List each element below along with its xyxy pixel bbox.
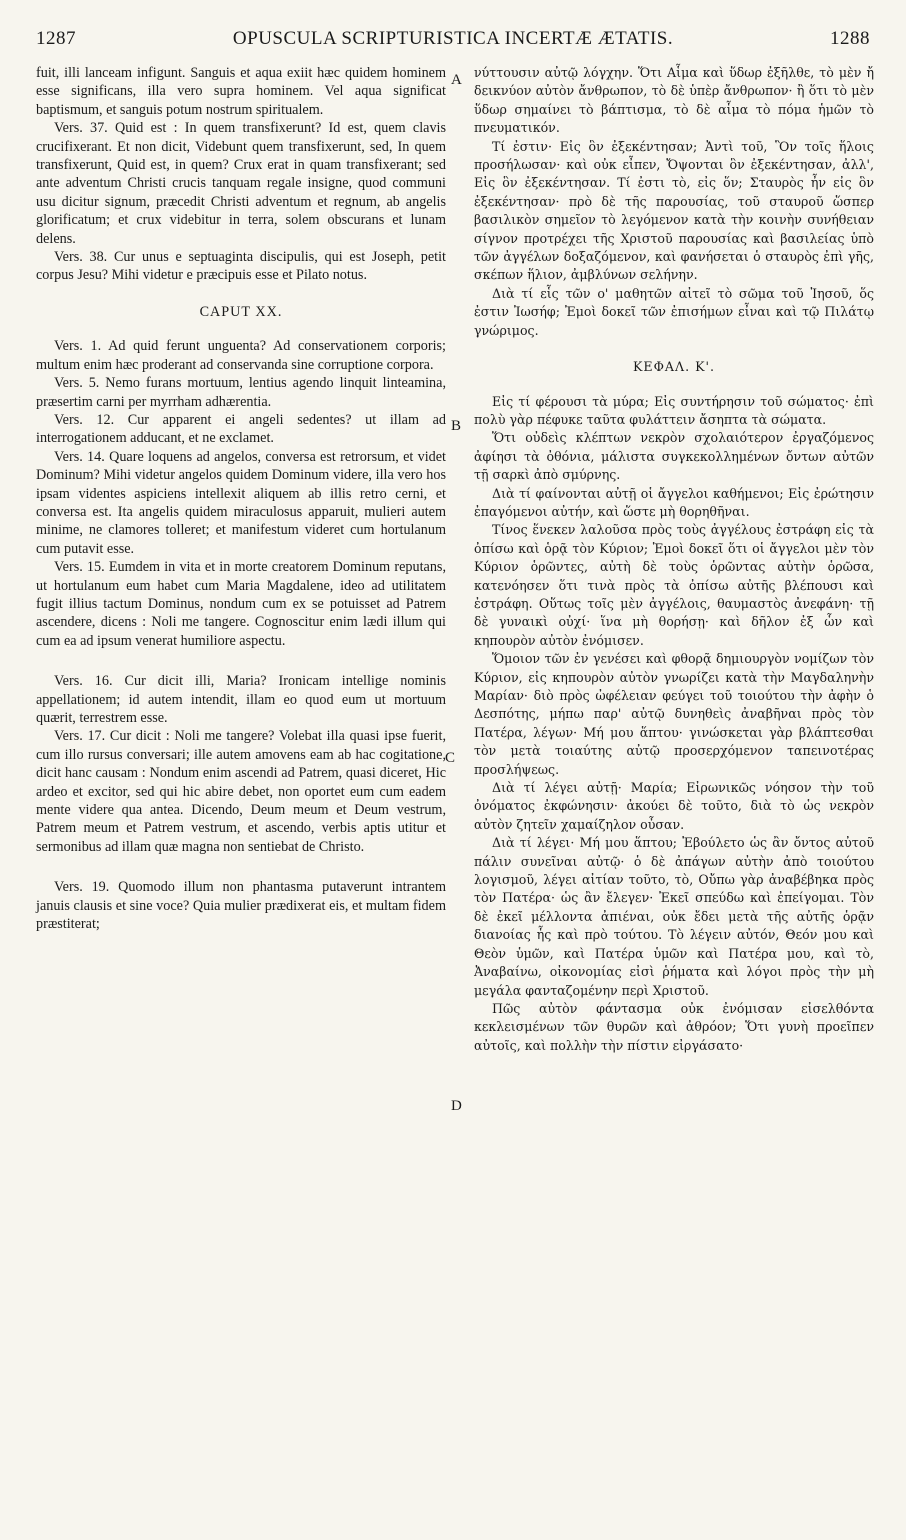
latin-paragraph: Vers. 1. Ad quid ferunt unguenta? Ad conservationem corporis; multum enim hæc proderant ad conservanda sine corruptione corpora.: [36, 338, 446, 373]
right-page-number: 1288: [830, 28, 870, 49]
paragraph-gap: [36, 650, 446, 672]
greek-paragraph: νύττουσιν αὐτῷ λόγχην. Ὅτι Αἷμα καὶ ὕδωρ ἐξῆλθε, τὸ μὲν ἤ δεικνύον αὐτὸν ἄνθρωπον, τὸ δὲ ὑπὲρ ἄνθρωπον· ἢ ὅτι τὸ μὲν ὕδωρ σημαίνει τὸ βάπτισμα, τὸ δὲ αἷμα τὸ πόμα ἡμῶν τὸ πνευματικόν.: [474, 65, 874, 136]
latin-paragraph: Vers. 38. Cur unus e septuaginta discipulis, qui est Joseph, petit corpus Jesu? Mihi videtur e præcipuis esse et Pilato notus.: [36, 249, 446, 284]
greek-paragraph: Διὰ τί φαίνονται αὐτῇ οἱ ἄγγελοι καθήμενοι; Εἰς ἐρώτησιν ἐπαγόμενοι αὐτήν, καὶ ὥστε μὴ θορηθῆναι.: [474, 485, 874, 519]
latin-paragraph: Vers. 16. Cur dicit illi, Maria? Ironicam intellige nominis appellationem; id autem intendit, illam eo quod eum ut mortuum quærit, terrestrem esse.: [36, 673, 446, 726]
greek-paragraph: Εἰς τί φέρουσι τὰ μύρα; Εἰς συντήρησιν τοῦ σώματος· ἐπὶ πολὺ γὰρ πέφυκε ταῦτα φυλάττειν ἄσηπτα τὰ σώματα.: [474, 393, 874, 427]
latin-paragraph: Vers. 37. Quid est : In quem transfixerunt? Id est, quem clavis crucifixerant. Et non dicit, Videbunt quem transfixerunt, sed, In quem transfixerunt, Quid est, in quem? Crux erat in quam transfixerant; sed ante adventum Christi crucis tanquam regale insigne, quod communi usu dicitur signum, præcedit Christi adventum et regnum, ab angelis glorificatum; et crux videbitur in terra, solem obscurans et lunam delens.: [36, 120, 446, 247]
greek-paragraph: Τίνος ἕνεκεν λαλοῦσα πρὸς τοὺς ἀγγέλους ἐστράφη εἰς τὰ ὀπίσω καὶ ὁρᾷ τὸν Κύριον; Ἐμοὶ δοκεῖ ὅτι οἱ ἄγγελοι μὲν τὸν Κύριον ὁρῶντες, αὐτὴ δὲ τοὺς ὁρῶντας αὐτὴν ὁρῶσα, κατενόησεν ὅτι τινὰ πρὸς τὰ ὀπίσω αὐτῆς βλέπουσι καὶ ἐστράφη. Οὕτως τοῖς μὲν ἀγγέλοις, θαυμαστὸς ἀνεφάνη· τῇ δὲ γυναικὶ οὐχί· ἵνα μὴ θορήσῃ· καὶ δῆλον ἐξ ὧν καὶ κηπουρὸν αὐτὸν ἐνόμισεν.: [474, 522, 874, 648]
greek-paragraph: Πῶς αὐτὸν φάντασμα οὐκ ἐνόμισαν εἰσελθόντα κεκλεισμένων τῶν θυρῶν καὶ ἀθρόον; Ὅτι γυνὴ προεῖπεν αὐτοῖς, καὶ πολλὴν τὴν πίστιν εἰργάσατο·: [474, 1000, 874, 1053]
greek-paragraph: Τί ἐστιν· Εἰς ὃν ἐξεκέντησαν; Ἀντὶ τοῦ, Ὃν τοῖς ἥλοις προσήλωσαν· καὶ οὐκ εἶπεν, Ὄψονται ὃν ἐξεκέντησαν, ἀλλ', Εἰς ὃν ἐξεκέντησαν. Τί ἐστι τὸ, εἰς ὅν; Σταυρὸς ἦν εἰς ὃν ἐξεκέντησαν· πρὸ δὲ τῆς παρουσίας, τοῦ σταυροῦ ὥσπερ βασιλικὸν σημεῖον τὸ λεγόμενον κατὰ τὴν κοινὴν συνήθειαν σίγνον προτρέχει τῆς Χριστοῦ παρουσίας καὶ βασιλείας ὑπὸ τῶν ἀγγέλων δοξαζόμενον, καὶ φανήσεται ὁ σταυρὸς ἐπὶ γῆς, σκέπων ἥλιον, ἀμβλύνων σελήνην.: [474, 138, 874, 283]
chapter-heading-greek: ΚΕΦΑΛ. Κ'.: [633, 359, 715, 375]
running-header: [36, 28, 870, 54]
greek-paragraph: Διὰ τί λέγει· Μή μου ἅπτου; Ἐβούλετο ὡς ἂν ὄντος αὐτοῦ πάλιν συνεῖναι αὐτῷ· ὁ δὲ ἀπάγων αὐτὴν ἀπὸ τοιούτου λογισμοῦ, λέγει αἰτίαν τοῦτο, τὸ, Οὔπω γὰρ ἀναβέβηκα πρὸς τὸν Πατέρα· ὡς ἂν ἔλεγεν· Ἐκεῖ σπεύδω καὶ ἐπείγομαι. Τὸν δὲ ἐκεῖ μέλλοντα ἀπιέναι, οὐκ ἔδει μετὰ τῆς αὐτῆς ὁρᾷν διανοίας ἧς καὶ πρὸ τούτου. Τὸ λέγειν αὐτόν, Θεόν μου καὶ Θεὸν ὑμῶν, καὶ Πατέρα ὑμῶν καὶ Πατέρα μου, καὶ τὸ, Ἀναβαίνω, οἰκονομίας εἰσὶ ῥήματα καὶ λόγοι πρὸς τὴν μὴ μεγάλα φανταζομένην περὶ Χριστοῦ.: [474, 835, 874, 998]
greek-paragraph: Διὰ τί λέγει αὐτῇ· Μαρία; Εἰρωνικῶς νόησον τὴν τοῦ ὀνόματος ἐκφώνησιν· ἀκούει δὲ τοῦτο, διὰ τὸ ὡς νεκρὸν αὐτὸν ζητεῖν χαμαίζηλον οὖσαν.: [474, 780, 874, 832]
latin-paragraph: Vers. 15. Eumdem in vita et in morte creatorem Dominum reputans, ut hortulanum eum habet cum Maria Magdalene, ideo ad utilitatem fugit illius tactum Dominus, nondum cum ex se potuisset ad Patrem ascendere, dicens : Noli me tangere. Cognoscitur enim lædi illum qui cum ea ad ipsum venerat humiliore aspectu.: [36, 559, 446, 649]
margin-letter-d: D: [451, 1098, 462, 1114]
greek-paragraph: Ὅτι οὐδεὶς κλέπτων νεκρὸν σχολαιότερον ἐργαζόμενος ἀφίησι τὰ ὀθόνια, μάλιστα συγκεκολλημένων ὄντων αὐτῶν τῇ σαρκὶ ἀπὸ σμύρνης.: [474, 430, 874, 483]
chapter-heading-latin: CAPUT XX.: [199, 303, 283, 320]
latin-paragraph: Vers. 14. Quare loquens ad angelos, conversa est retrorsum, et videt Dominum? Mihi videtur angelos quidem Dominum videre, illa vero hos ipsam videntes aspiciens intellexit aliquem ab illis retro cerni, et conversa est. Ita angelis quidem miraculosus apparuit, mulieri autem minime, ne clamores tolleret; et manifestum videret cum hortulanum cum putavit esse.: [36, 448, 446, 557]
running-title: OPUSCULA SCRIPTURISTICA INCERTÆ ÆTATIS.: [232, 28, 674, 49]
latin-paragraph: Vers. 12. Cur apparent ei angeli sedentes? ut illam ad interrogationem adducant, et ne exclamet.: [36, 411, 446, 447]
latin-paragraph: fuit, illi lanceam infigunt. Sanguis et aqua exiit hæc quidem hominem esse significans, illa vero supra hominem. Vel aqua significat baptismum, et sanguis potum nostrum spiritualem.: [36, 65, 446, 118]
margin-letter-b: B: [451, 418, 462, 434]
paragraph-gap: [36, 856, 446, 878]
latin-column: [36, 64, 446, 933]
greek-column: [474, 64, 874, 1055]
margin-letter-a: A: [451, 72, 462, 88]
latin-paragraph: Vers. 5. Nemo furans mortuum, lentius agendo linquit linteamina, præsertim carni per myrrham adhærentia.: [36, 375, 446, 410]
margin-letter-c: C: [445, 750, 456, 766]
greek-paragraph: Ὅμοιον τῶν ἐν γενέσει καὶ φθορᾷ δημιουργὸν νομίζων τὸν Κύριον, εἰς κηπουρὸν αὐτὸν γνωρίζει κατὰ τὴν Μαγδαληνὴν Μαρίαν· διὸ πρὸς ὠφέλειαν φεύγει τοῦ τοιούτου τὴν ἀφὴν ὁ Δεσπότης, μήπω παρ' αὐτῷ δυνηθεὶς ἀναβῆναι πρὸς τὸν Πατέρα, λέγων· Μή μου ἅπτου· γινώσκεται γὰρ βλάπτεσθαι τὸν μετὰ τοιαύτης αὐτῷ προσερχόμενον ταπεινοτέρας προσλήψεως.: [474, 651, 874, 777]
latin-paragraph: Vers. 19. Quomodo illum non phantasma putaverunt intrantem januis clausis et sine voce? Quia mulier prædixerat eis, et multam fidem præstiterat;: [36, 879, 446, 933]
greek-paragraph: Διὰ τί εἷς τῶν ο' μαθητῶν αἰτεῖ τὸ σῶμα τοῦ Ἰησοῦ, ὅς ἐστιν Ἰωσήφ; Ἐμοὶ δοκεῖ τῶν ἐπισήμων εἶναι καὶ τῷ Πιλάτῳ γνώριμος.: [474, 285, 874, 338]
left-page-number: 1287: [36, 28, 76, 49]
latin-paragraph: Vers. 17. Cur dicit : Noli me tangere? Volebat illa quasi ipse fuerit, cum illo rursus conversari; ille autem amovens eam ab hac cogitatione, dicit hanc causam : Nondum enim ascendi ad Patrem, quasi diceret, Hic ardeo et excitor, sed qui hic abire debet, non oportet eum cum eadem mente videre qua antea. Dicendo, Deum meum et Deum vestrum, Patrem meum et Patrem vestrum, et ascendo, verbis aptis utitur et sermonibus ad illam quæ magna non sentiebat de Christo.: [36, 728, 446, 855]
